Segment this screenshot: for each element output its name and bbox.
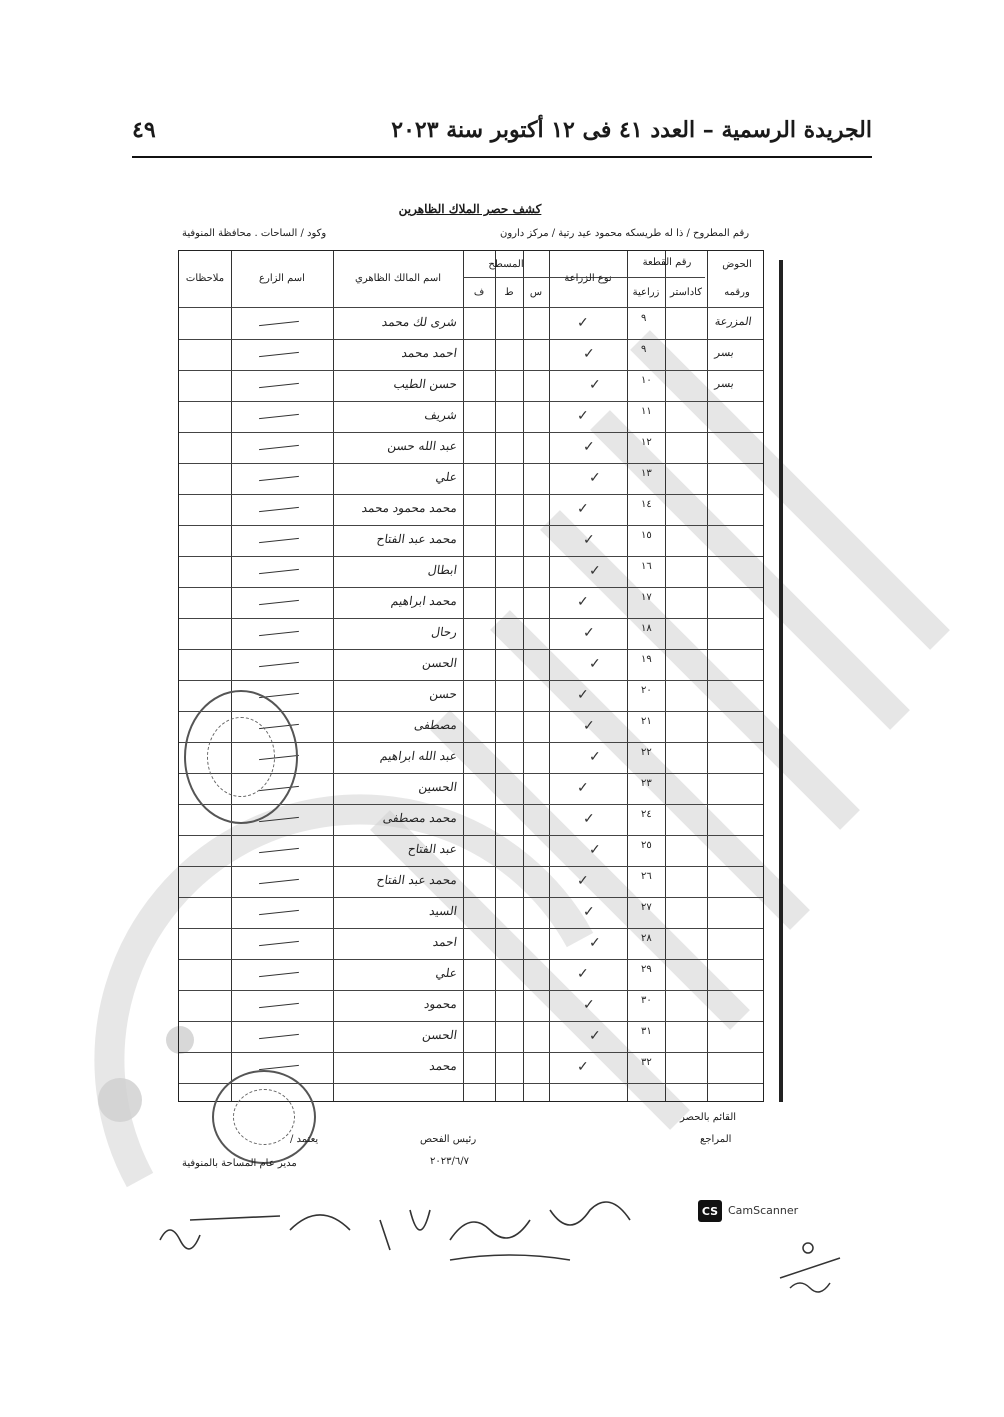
owner-name: عبد الله حسن [386,439,458,453]
plot-number: ١٢ [641,437,652,448]
row-divider [179,618,763,619]
plot-number: ٢٥ [641,840,652,851]
plot-number: ١٨ [641,623,652,634]
handwritten-signature [150,1190,670,1270]
plot-number: ٢١ [641,716,652,727]
owner-name: محمد عبد الفتاح [375,873,458,887]
official-seal [212,1070,319,1164]
col-divider [495,251,496,1101]
tenant-dash [259,848,299,853]
footer-surveyor: القائم بالحصر [680,1112,737,1123]
row-divider [179,525,763,526]
tenant-dash [259,507,299,512]
crop-tick-icon: ✓ [589,842,601,858]
row-divider [179,401,763,402]
crop-tick-icon: ✓ [577,501,589,517]
crop-tick-icon: ✓ [589,470,601,486]
col-divider [549,251,550,1101]
owner-name: محمد مصطفى [382,811,458,825]
form-title: كشف حصر الملاك الظاهرين [398,202,542,216]
crop-tick-icon: ✓ [577,687,589,703]
tenant-dash [259,600,299,605]
row-divider [179,928,763,929]
row-divider [179,1021,763,1022]
crop-tick-icon: ✓ [577,966,589,982]
header-area-s: س [529,287,543,298]
crop-tick-icon: ✓ [577,873,589,889]
tenant-dash [259,352,299,357]
tenant-dash [259,910,299,915]
tenant-dash [259,631,299,636]
owner-name: عبد الفتاح [407,842,458,856]
margin-bar [779,260,783,1102]
footer-date: ٢٠٢٣/٦/٧ [430,1156,469,1167]
plot-number: ٩ [641,313,647,324]
row-divider [179,339,763,340]
plot-number: ٣٠ [641,995,652,1006]
tenant-dash [259,1003,299,1008]
row-divider [179,959,763,960]
owner-name: حسن [428,687,458,701]
owner-name: السيد [428,904,458,918]
col-divider [627,251,628,1101]
plot-number: ٢٧ [641,902,652,913]
row-divider [179,432,763,433]
owner-name: الحسن [421,1028,458,1042]
crop-tick-icon: ✓ [583,439,595,455]
hod-name: المزرعة [714,315,753,328]
form-subtitle-right: رقم المطروح / ذا له طريسكه محمود عيد رتية / مركز دارون [500,228,750,239]
plot-number: ٢٨ [641,933,652,944]
row-divider [179,990,763,991]
crop-tick-icon: ✓ [583,997,595,1013]
camscanner-logo: CS [698,1200,722,1222]
header-kadaster: كاداستر [670,287,702,298]
tenant-dash [259,414,299,419]
row-divider [179,680,763,681]
tenant-dash [259,476,299,481]
plot-number: ٣١ [641,1026,652,1037]
plot-number: ٩ [641,344,647,355]
crop-tick-icon: ✓ [577,1059,589,1075]
plot-number: ٢٠ [641,685,652,696]
owner-name: محمد ابراهيم [390,594,458,608]
plot-number: ١٦ [641,561,652,572]
plot-number: ١١ [641,406,652,417]
header-bottom-line [179,307,763,308]
plot-number: ٢٦ [641,871,652,882]
plot-number: ١٧ [641,592,652,603]
owner-name: احمد محمد [400,346,458,360]
hod-name: بسر [714,346,735,359]
tenant-dash [259,662,299,667]
owner-name: مصطفى [413,718,458,732]
plot-number: ١٤ [641,499,652,510]
crop-tick-icon: ✓ [583,811,595,827]
handwritten-fraction [770,1238,850,1298]
form-subtitle-left: وكود / الساحات . محافظة المنوفية [182,228,327,239]
plot-number: ١٩ [641,654,652,665]
owner-name: علي [434,470,458,484]
row-divider [179,866,763,867]
crop-tick-icon: ✓ [589,377,601,393]
row-divider [179,494,763,495]
plot-number: ٢٤ [641,809,652,820]
owner-name: محمد محمود محمد [360,501,458,515]
crop-tick-icon: ✓ [589,749,601,765]
row-divider [179,649,763,650]
page-header [132,112,872,148]
owner-name: الحسن [421,656,458,670]
owner-name: محمود [423,997,458,1011]
owner-name: ابطال [427,563,458,577]
col-divider [707,251,708,1101]
camscanner-label: CamScanner [728,1204,799,1217]
crop-tick-icon: ✓ [589,563,601,579]
plot-number: ٢٣ [641,778,652,789]
crop-tick-icon: ✓ [589,1028,601,1044]
tenant-dash [259,1034,299,1039]
row-divider [179,897,763,898]
hod-name: بسر [714,377,735,390]
owner-name: محمد [428,1059,458,1073]
crop-tick-icon: ✓ [589,935,601,951]
header-hod: الحوض [722,259,752,270]
crop-tick-icon: ✓ [577,594,589,610]
plot-number: ١٣ [641,468,652,479]
footer-reviewer: المراجع [700,1134,732,1145]
col-divider [463,251,464,1101]
owner-name: شرى لك محمد [381,315,458,329]
col-divider [523,251,524,1101]
col-divider [231,251,232,1101]
crop-tick-icon: ✓ [589,656,601,672]
crop-tick-icon: ✓ [583,532,595,548]
crop-tick-icon: ✓ [583,718,595,734]
owner-name: الحسين [417,780,458,794]
tenant-dash [259,538,299,543]
row-divider [179,587,763,588]
owner-name: حسن الطيب [392,377,458,391]
owner-name: احمد [432,935,458,949]
tenant-dash [259,972,299,977]
header-area-f: ف [473,287,485,298]
plot-number: ١٥ [641,530,652,541]
plot-number: ٣٢ [641,1057,652,1068]
owner-name: محمد عبد الفتاح [375,532,458,546]
owner-name: شريف [423,408,458,422]
header-area: المسطح [488,259,524,270]
footer-approved-by: مدير عام المساحة بالمنوفية [182,1158,297,1169]
header-plot-number: رقم القطعة [642,257,692,268]
footer-head: رئيس الفحص [420,1134,477,1145]
plot-number: ٢٢ [641,747,652,758]
footer-approved: يعتمد / [290,1134,319,1145]
header-tenant: اسم الزارع [259,273,305,284]
tenant-dash [259,941,299,946]
crop-tick-icon: ✓ [583,904,595,920]
row-divider [179,1052,763,1053]
header-hod-number: ورقمه [724,287,750,298]
header-rule [132,156,872,158]
header-crop-type: نوع الزراعة [564,273,612,284]
survey-table [178,250,764,1102]
crop-tick-icon: ✓ [577,315,589,331]
col-divider [665,251,666,1101]
header-area-t: ط [504,287,514,298]
crop-tick-icon: ✓ [577,408,589,424]
header-notes: ملاحظات [185,273,225,284]
official-seal [184,690,298,824]
row-divider [179,556,763,557]
crop-tick-icon: ✓ [577,780,589,796]
crop-tick-icon: ✓ [583,346,595,362]
header-zira: زراعية [632,287,660,298]
row-divider [179,463,763,464]
header-title: الجريدة الرسمية – العدد ٤١ فى ١٢ أكتوبر سنة ٢٠٢٣ [391,117,872,143]
plot-number: ١٠ [641,375,652,386]
col-divider [333,251,334,1101]
owner-name: علي [434,966,458,980]
tenant-dash [259,383,299,388]
tenant-dash [259,445,299,450]
owner-name: عبد الله ابراهيم [379,749,458,763]
header-owner: اسم المالك الظاهري [355,273,441,284]
tenant-dash [259,569,299,574]
page-number: ٤٩ [132,117,156,143]
row-divider [179,370,763,371]
tenant-dash [259,321,299,326]
tenant-dash [259,879,299,884]
crop-tick-icon: ✓ [583,625,595,641]
plot-number: ٢٩ [641,964,652,975]
owner-name: رحال [430,625,458,639]
row-divider [179,835,763,836]
